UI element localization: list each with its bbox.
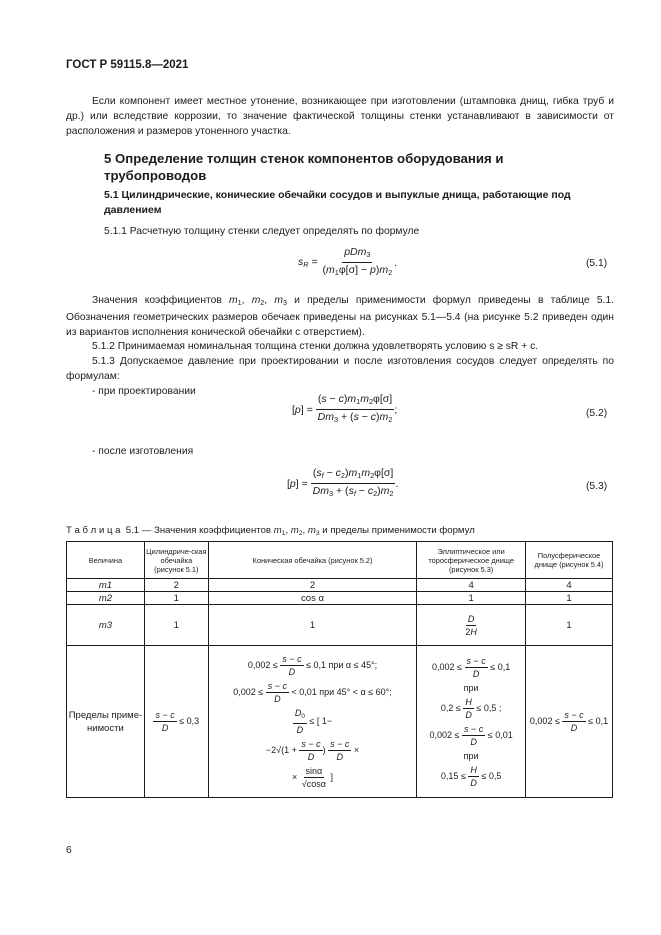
section-5-title: 5 Определение толщин стенок компонентов оборудования и трубопроводов: [104, 151, 504, 183]
design-label: - при проектировании: [92, 386, 196, 397]
table-row: m2 1 cos α 1 1: [67, 592, 613, 605]
equation-5-1-number: (5.1): [586, 258, 608, 269]
paragraph-5-1-1: 5.1.1 Расчетную толщину стенки следует определять по формуле: [104, 226, 420, 237]
header-conical: Коническая обечайка (рисунок 5.2): [208, 542, 416, 579]
header-elliptical: Эллиптическое или торосферическое днище (рисунок 5.3): [417, 542, 526, 579]
equation-5-3: [p] = $\frac{(s_f - c_2)m_1m_2\varphi[\sigma]}{Dm_3 + (s_f - c_2)m_2}$ .: [287, 467, 399, 498]
page-number: 6: [66, 845, 72, 856]
equation-5-3-number: (5.3): [586, 481, 608, 492]
after-manufacture-label: - после изготовления: [92, 446, 194, 457]
intro-paragraph: Если компонент имеет местное утонение, возникающее при изготовлении (штамповка днищ, гибка труб и др.) или вследствие коррозии, то значение фактической толщины стенки устанавливают в зависимости от расположения и размеров утоненного участка.: [66, 96, 614, 138]
header-quantity: Величина: [67, 542, 145, 579]
paragraph-5-1-2: 5.1.2 Принимаемая номинальная толщина стенки должна удовлетворять условию s ≥ sR + c.: [92, 341, 539, 352]
header-cylindrical: Цилиндриче-ская обечайка (рисунок 5.1): [144, 542, 208, 579]
equation-5-2-number: (5.2): [586, 408, 608, 419]
section-5-1-title: 5.1 Цилиндрические, конические обечайки сосудов и выпуклые днища, работающие под давлением: [104, 189, 571, 216]
paragraph-5-1-3: 5.1.3 Допускаемое давление при проектировании и после изготовления сосудов следует определять по формулам:: [66, 356, 614, 383]
table-row: m1 2 2 4 4: [67, 579, 613, 592]
coefficients-table: [66, 541, 613, 798]
table-caption: Т а б л и ц а 5.1 — Значения коэффициентов $m_1$, $m_2$, $m_3$ и пределы применимости формул: [66, 525, 475, 537]
table-row: m3 1 1 $\frac{D}{2H}$ 1: [67, 605, 613, 646]
table-row: Пределы приме-нимости $\frac{s - c}{D}$ ≤ 0,3 0,002 ≤ $\frac{s - c}{D}$ ≤ 0,1 при α ≤ 45°; 0,002 ≤ $\frac{s - c}{D}$ < 0,01 при 45° < α ≤ 60°; $\frac{D_0}{D}$ ≤ [ 1− −2√(1 + $\frac{s - c}{D}$ ) $\frac{s - c}{D}$ × × $\frac{\sin\alpha}{√\cos\alpha}$ ] 0,002 ≤ $\frac{s - c}{D}$ ≤ 0,1 при 0,2 ≤ $\frac{H}{D}$ ≤ 0,5 ; 0,002 ≤ $\frac{s - c}{D}$ ≤ 0,01 при 0,15 ≤ $\frac{H}{D}$ ≤ 0,5 0,002 ≤ $\frac{s - c}{D}$ ≤ 0,1: [67, 646, 613, 798]
document-header: ГОСТ Р 59115.8—2021: [66, 59, 189, 71]
header-hemispherical: Полусферическое днище (рисунок 5.4): [526, 542, 613, 579]
equation-5-2: [p] = $\frac{(s - c)m_1m_2\varphi[\sigma]}{Dm_3 + (s - c)m_2}$ ;: [292, 393, 398, 424]
equation-5-1: $s_R$ = $\frac{pDm_3}{(m_1\varphi[\sigma] - p)m_2}$ .: [298, 246, 398, 277]
coefficients-paragraph: Значения коэффициентов $m_1$, $m_2$, $m_3$ и пределы применимости формул приведены в таблице 5.1. Обозначения геометрических размеров обечаек приведены на рисунках 5.1—5.4 (на рисунке 5.2 приведен один из вариантов исполнения конической обечайки с отверстием).: [66, 295, 614, 339]
